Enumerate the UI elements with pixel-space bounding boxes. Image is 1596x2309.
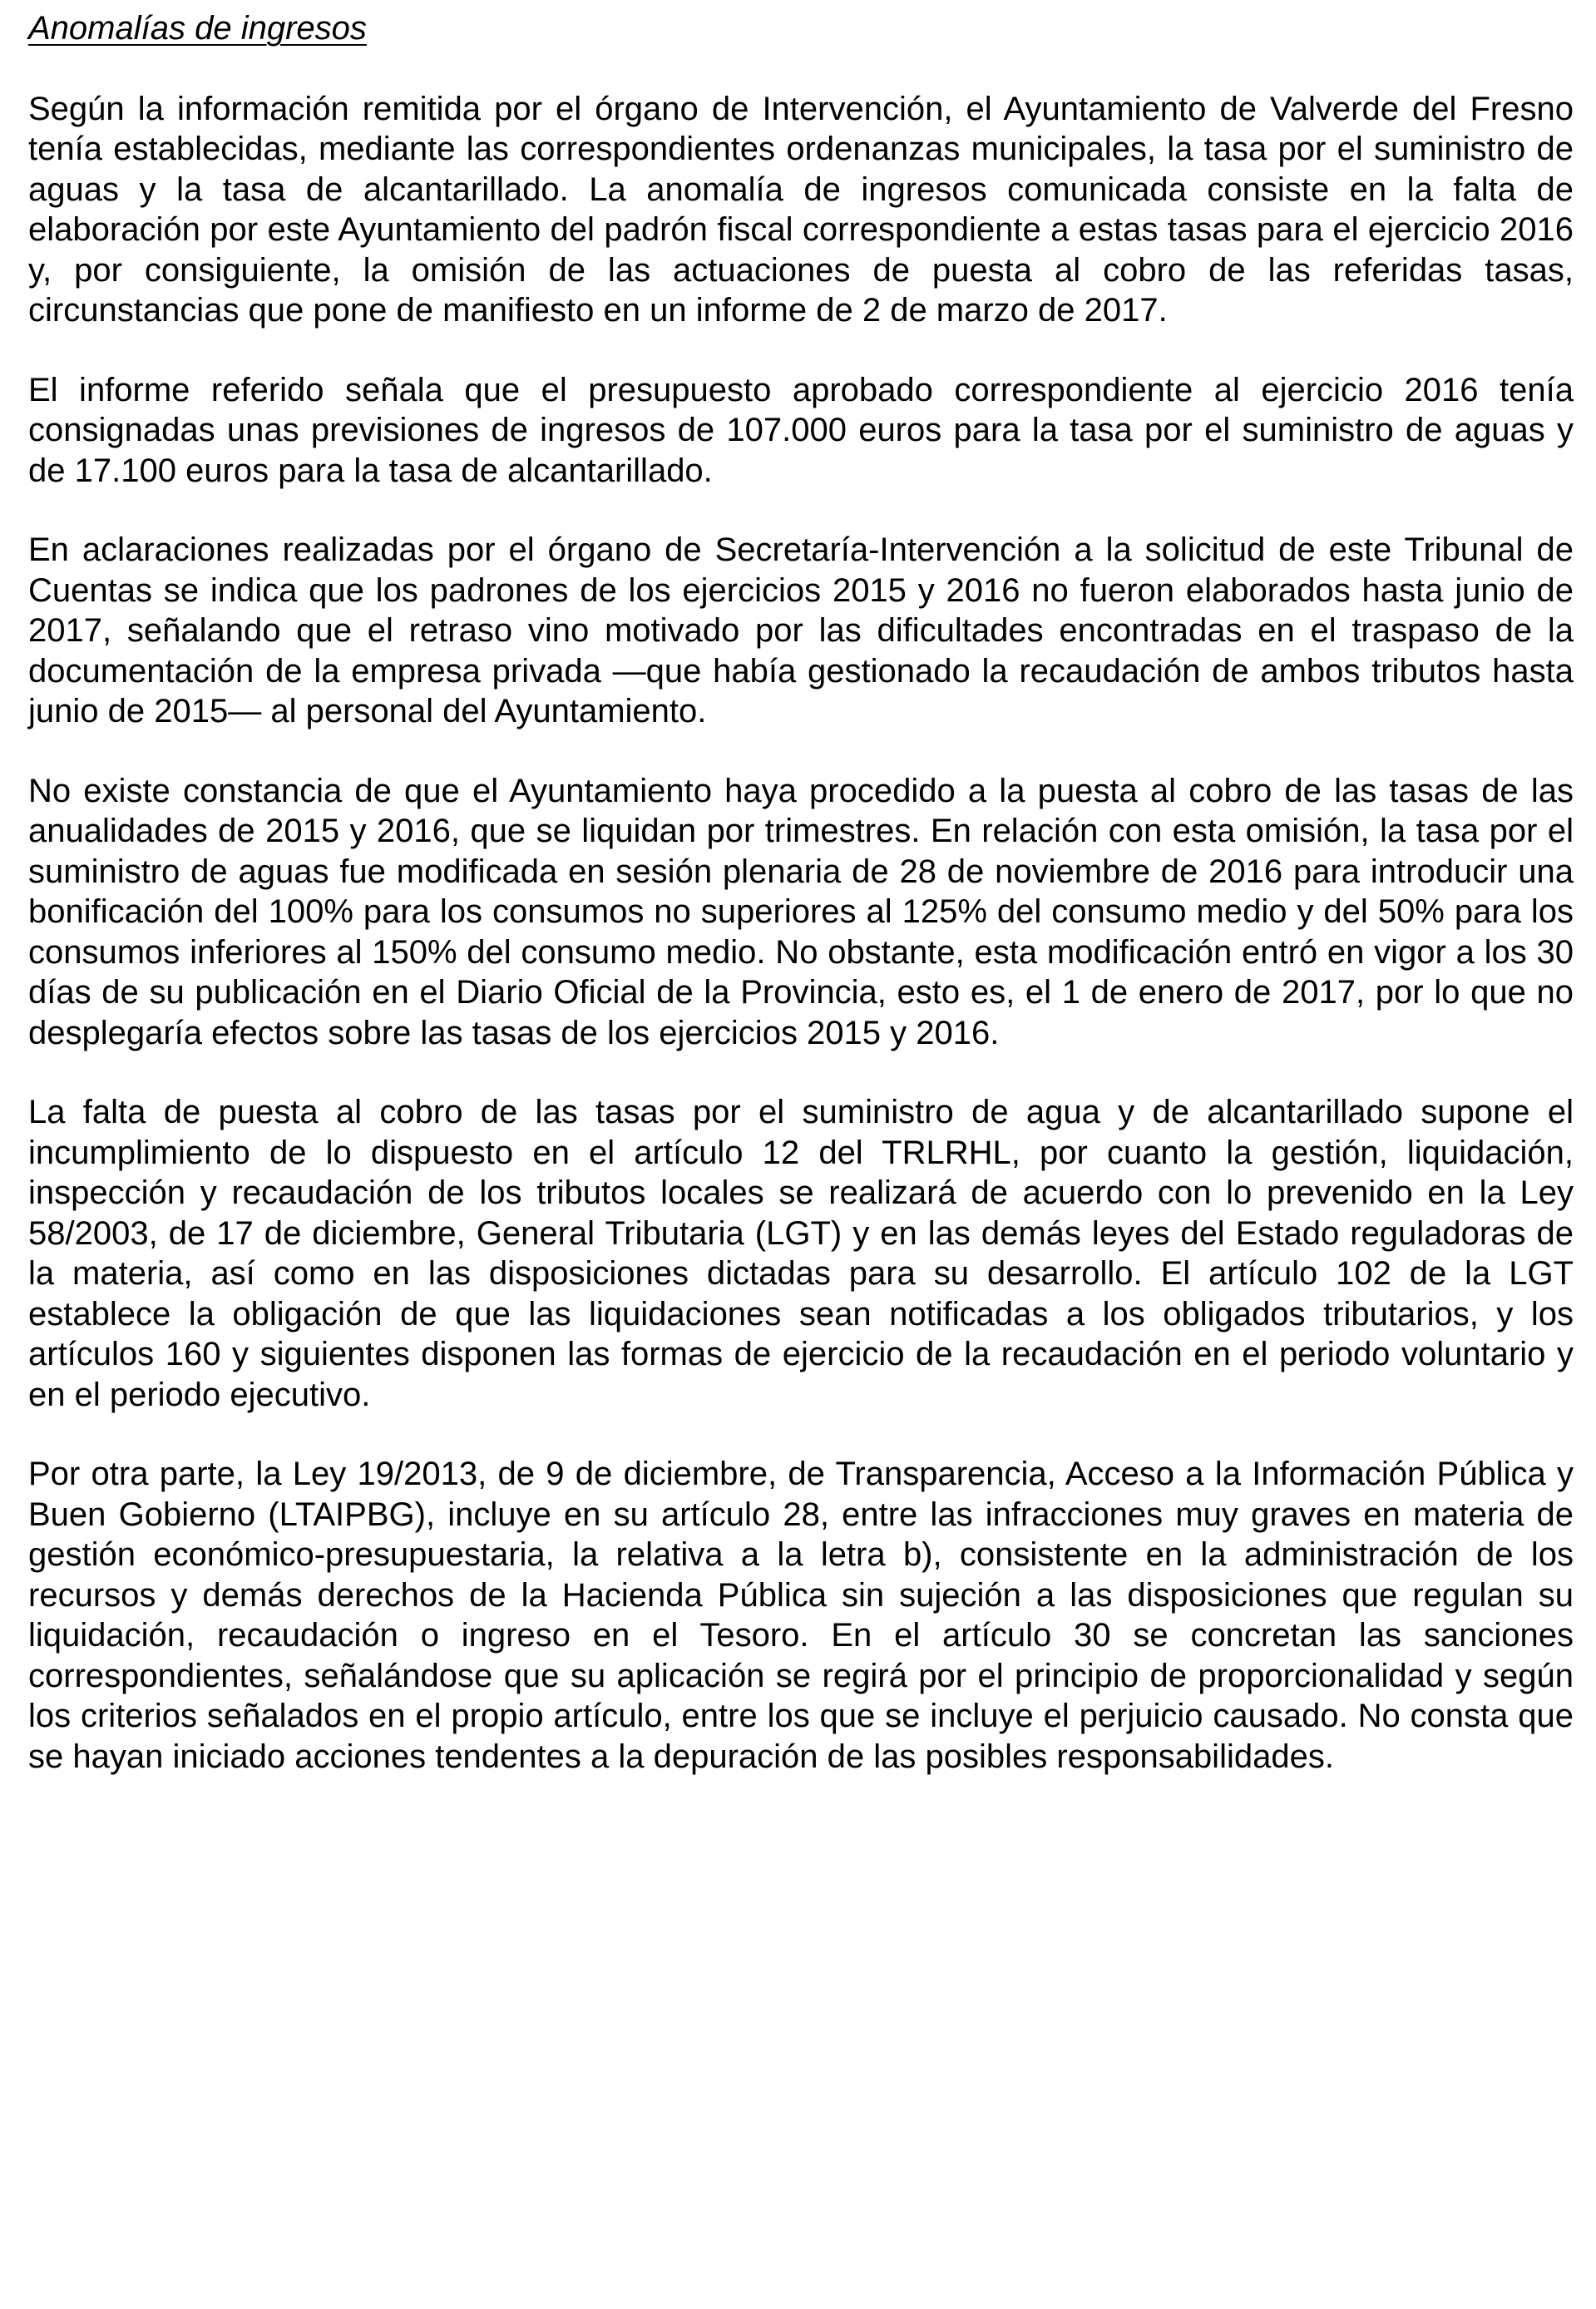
section-heading: Anomalías de ingresos bbox=[28, 10, 367, 47]
paragraph-1: Según la información remitida por el órgano de Intervención, el Ayuntamiento de Valverde del Fresno tenía establecidas, mediante las correspondientes ordenanzas municipales, la tasa por el suministro de aguas y la tasa de alcantarillado. La anomalía de ingresos comunicada consiste en la falta de elaboración por este Ayuntamiento del padrón fiscal correspondiente a estas tasas para el ejercicio 2016 y, por consiguiente, la omisión de las actuaciones de puesta al cobro de las referidas tasas, circunstancias que pone de manifiesto en un informe de 2 de marzo de 2017. bbox=[28, 90, 1574, 329]
paragraph-5: La falta de puesta al cobro de las tasas por el suministro de agua y de alcantarillado supone el incumplimiento de lo dispuesto en el artículo 12 del TRLRHL, por cuanto la gestión, liquidación, inspección y recaudación de los tributos locales se realizará de acuerdo con lo prevenido en la Ley 58/2003, de 17 de diciembre, General Tributaria (LGT) y en las demás leyes del Estado reguladoras de la materia, así como en las disposiciones dictadas para su desarrollo. El artículo 102 de la LGT establece la obligación de que las liquidaciones sean notificadas a los obligados tributarios, y los artículos 160 y siguientes disponen las formas de ejercicio de la recaudación en el periodo voluntario y en el periodo ejecutivo. bbox=[28, 1094, 1574, 1413]
paragraph-2: El informe referido señala que el presupuesto aprobado correspondiente al ejercicio 2016 tenía consignadas unas previsiones de ingresos de 107.000 euros para la tasa por el suministro de aguas y de 17.100 euros para la tasa de alcantarillado. bbox=[28, 371, 1574, 489]
document-page bbox=[28, 8, 1574, 1816]
paragraph-3: En aclaraciones realizadas por el órgano de Secretaría-Intervención a la solicitud de este Tribunal de Cuentas se indica que los padrones de los ejercicios 2015 y 2016 no fueron elaborados hasta junio de 2017, señalando que el retraso vino motivado por las dificultades encontradas en el traspaso de la documentación de la empresa privada —que había gestionado la recaudación de ambos tributos hasta junio de 2015— al personal del Ayuntamiento. bbox=[28, 532, 1574, 729]
paragraph-6: Por otra parte, la Ley 19/2013, de 9 de diciembre, de Transparencia, Acceso a la Información Pública y Buen Gobierno (LTAIPBG), incluye en su artículo 28, entre las infracciones muy graves en materia de gestión económico-presupuestaria, la relativa a la letra b), consistente en la administración de los recursos y demás derechos de la Hacienda Pública sin sujeción a las disposiciones que regulan su liquidación, recaudación o ingreso en el Tesoro. En el artículo 30 se concretan las sanciones correspondientes, señalándose que su aplicación se regirá por el principio de proporcionalidad y según los criterios señalados en el propio artículo, entre los que se incluye el perjuicio causado. No consta que se hayan iniciado acciones tendentes a la depuración de las posibles responsabilidades. bbox=[28, 1456, 1574, 1775]
paragraph-4: No existe constancia de que el Ayuntamiento haya procedido a la puesta al cobro de las tasas de las anualidades de 2015 y 2016, que se liquidan por trimestres. En relación con esta omisión, la tasa por el suministro de aguas fue modificada en sesión plenaria de 28 de noviembre de 2016 para introducir una bonificación del 100% para los consumos no superiores al 125% del consumo medio y del 50% para los consumos inferiores al 150% del consumo medio. No obstante, esta modificación entró en vigor a los 30 días de su publicación en el Diario Oficial de la Provincia, esto es, el 1 de enero de 2017, por lo que no desplegaría efectos sobre las tasas de los ejercicios 2015 y 2016. bbox=[28, 772, 1574, 1051]
